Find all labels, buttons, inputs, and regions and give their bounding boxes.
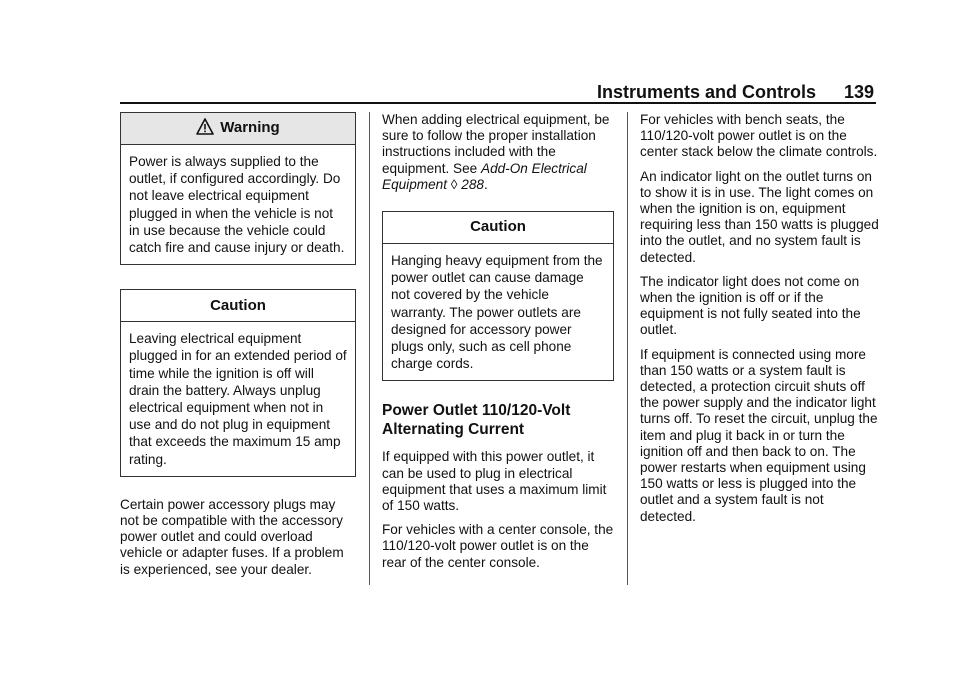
page-header (120, 82, 876, 104)
body-paragraph: For vehicles with a center console, the 110/120-volt power outlet is on the rear of the center console. (382, 522, 614, 570)
warning-title: Warning (220, 119, 280, 137)
caution-header (121, 290, 355, 322)
intro-end: . (483, 176, 488, 192)
caution-header (383, 212, 613, 244)
reference-symbol: ◊ (450, 176, 458, 192)
cross-reference-link[interactable]: Add-On Electrical Equipment (382, 160, 587, 192)
column-2 (382, 112, 614, 579)
body-paragraph: The indicator light does not come on when the ignition is off or if the equipment is not fully seated into the outlet. (640, 273, 861, 338)
warning-header (121, 113, 355, 145)
caution-title: Caution (470, 218, 526, 236)
caution-title: Caution (210, 296, 266, 314)
intro-text: When adding electrical equipment, be sure to follow the proper installation instructions included with the equipment. See (382, 112, 610, 176)
body-paragraph: Certain power accessory plugs may not be compatible with the accessory power outlet and could overload vehicle or adapter fuses. If a problem is experienced, see your dealer. (120, 496, 344, 577)
column-3 (640, 112, 880, 533)
body-paragraph: An indicator light on the outlet turns on to show it is in use. The light comes on when the ignition is on, equipment requiring less than 150 watts is plugged into the outlet, and no system fault is detected. (640, 168, 879, 265)
body-paragraph: For vehicles with bench seats, the 110/120-volt power outlet is on the center stack below the climate controls. (640, 112, 878, 160)
caution-box (120, 289, 356, 477)
section-title: Instruments and Controls (596, 82, 816, 102)
column-divider (369, 112, 370, 585)
warning-text: Power is always supplied to the outlet, if configured accordingly. Do not leave electrical equipment plugged in when the vehicle is not in use because the vehicle could catch fire and cause injury or death. (129, 154, 345, 256)
caution-text: Leaving electrical equipment plugged in for an extended period of time while the ignition is off will drain the battery. Always unplug electrical equipment when not in use and do not plug in equipment that exceeds the maximum 15 amp rating. (129, 331, 347, 467)
warning-box (120, 112, 356, 265)
intro-paragraph (382, 112, 614, 193)
page-number: 139 (843, 82, 874, 102)
section-heading: Power Outlet 110/120-Volt Alternating Current (382, 402, 571, 439)
column-1 (120, 112, 356, 586)
caution-box (382, 211, 614, 381)
warning-triangle-icon (196, 118, 214, 139)
body-paragraph: If equipped with this power outlet, it can be used to plug in electrical equipment that uses a maximum limit of 150 watts. (382, 449, 607, 514)
column-divider (627, 112, 628, 585)
reference-page[interactable]: 288 (461, 176, 484, 192)
body-paragraph: If equipment is connected using more than 150 watts or a system fault is detected, a protection circuit shuts off the power supply and the indicator light turns off. To reset the circuit, unplug the item and plug it back in or turn the ignition off and then back to on. The power restarts when equipment using 150 watts or less is plugged into the outlet and a system fault is not detected. (640, 346, 878, 524)
caution-text: Hanging heavy equipment from the power outlet can cause damage not covered by the vehicle warranty. The power outlets are designed for accessory power plugs only, such as cell phone charge cords. (391, 253, 603, 372)
